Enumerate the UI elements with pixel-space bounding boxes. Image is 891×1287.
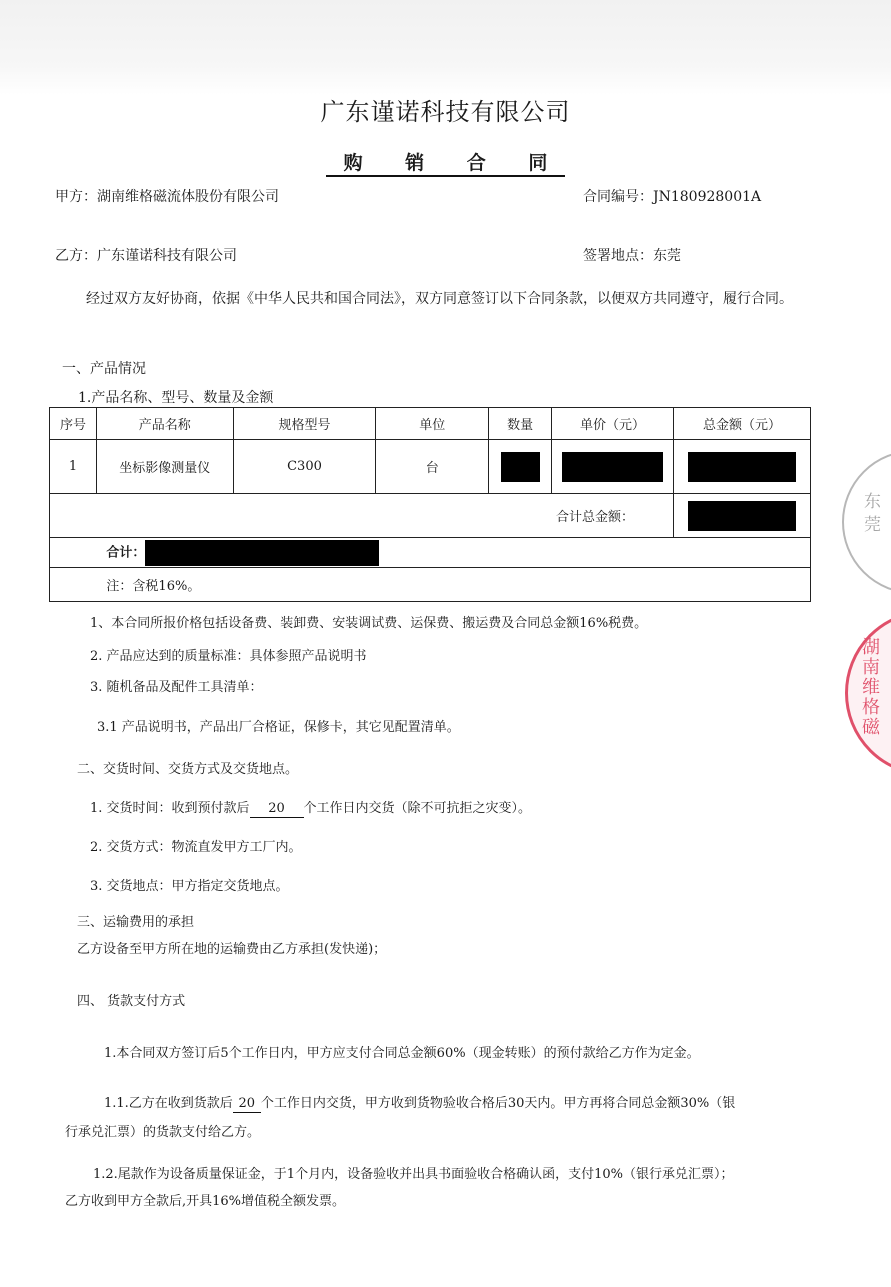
table-header-row <box>50 408 811 440</box>
red-company-seal <box>845 610 891 776</box>
item-2: 2. 产品应达到的质量标准：具体参照产品说明书 <box>90 649 367 664</box>
party-b: 乙方：广东谨诺科技有限公司 <box>55 248 237 264</box>
product-name: 坐标影像测量仪 <box>96 440 233 494</box>
redaction-box <box>688 501 796 531</box>
delivery-days: 20 <box>250 801 304 818</box>
delivery-place: 3. 交货地点：甲方指定交货地点。 <box>90 879 289 894</box>
header-cell: 数量 <box>489 408 552 440</box>
payment-clause-1: 1.本合同双方签订后5个工作日内，甲方应支付合同总金额60%（现金转账）的预付款给乙方作为定金。 <box>104 1046 700 1061</box>
item-3-1: 3.1 产品说明书，产品出厂合格证，保修卡，其它见配置清单。 <box>97 720 460 735</box>
redaction-box <box>688 452 796 482</box>
row-number: 1 <box>50 440 97 494</box>
red-seal-text: 湖南维格磁 <box>859 637 880 737</box>
party-a: 甲方：湖南维格磁流体股份有限公司 <box>55 189 279 205</box>
document-title-text: 购 销 合 同 <box>326 152 566 177</box>
company-title: 广东谨诺科技有限公司 <box>320 98 571 126</box>
sum-cell <box>96 538 810 568</box>
document-title <box>0 148 891 175</box>
total-row <box>50 494 811 538</box>
section-1-heading: 一、产品情况 <box>62 361 146 377</box>
payment-clause-1-1-line2: 行承兑汇票）的货款支付给乙方。 <box>65 1125 261 1140</box>
section-3-text: 乙方设备至甲方所在地的运输费由乙方承担(发快递)； <box>77 942 387 957</box>
redaction-box <box>501 452 540 482</box>
total-label: 合计总金额： <box>50 494 674 538</box>
product-unit: 台 <box>376 440 489 494</box>
redaction-box <box>145 540 379 566</box>
payment-clause-1-1-text: 个工作日内交货，甲方收到货物验收合格后30天内。甲方再将合同总金额30%（银 <box>260 1096 736 1111</box>
product-model: C300 <box>233 440 376 494</box>
payment-clause-1-1-label: 1.1.乙方在收到货款后 <box>104 1096 233 1111</box>
section-4-heading: 四、 货款支付方式 <box>77 994 186 1009</box>
sum-row <box>50 538 811 568</box>
intro-paragraph: 经过双方友好协商，依据《中华人民共和国合同法》，双方同意签订以下合同条款，以便双方共同遵守，履行合同。 <box>86 291 793 307</box>
note-row <box>50 568 811 602</box>
header-cell: 单价（元） <box>552 408 674 440</box>
item-3: 3. 随机备品及配件工具清单： <box>90 680 263 695</box>
total-amount-cell <box>674 494 811 538</box>
scan-shadow <box>0 0 891 95</box>
header-cell: 规格型号 <box>233 408 376 440</box>
header-cell: 单位 <box>376 408 489 440</box>
grey-seal-stamp <box>842 450 891 594</box>
header-cell: 序号 <box>50 408 97 440</box>
sum-label: 合计： <box>106 545 146 560</box>
payment-days: 20 <box>233 1096 261 1113</box>
contract-number: 合同编号：JN180928001A <box>583 189 762 205</box>
payment-clause-1-2: 1.2.尾款作为设备质量保证金，于1个月内，设备验收并出具书面验收合格确认函，支付10%（银行承兑汇票）； <box>93 1167 734 1182</box>
amount-cell <box>674 440 811 494</box>
delivery-time-label: 1. 交货时间：收到预付款后 <box>90 801 250 816</box>
tax-note: 注：含税16%。 <box>96 568 810 602</box>
payment-clause-1-1 <box>104 1092 735 1113</box>
product-table <box>49 407 811 602</box>
header-cell: 产品名称 <box>96 408 233 440</box>
redaction-box <box>562 452 663 482</box>
quantity-cell <box>489 440 552 494</box>
section-3-heading: 三、运输费用的承担 <box>77 915 195 930</box>
section-1-subheading: 1.产品名称、型号、数量及金额 <box>78 390 274 406</box>
delivery-method: 2. 交货方式：物流直发甲方工厂内。 <box>90 840 302 855</box>
table-row <box>50 440 811 494</box>
header-cell: 总金额（元） <box>674 408 811 440</box>
delivery-time <box>90 797 531 818</box>
payment-clause-1-2-line2: 乙方收到甲方全款后,开具16%增值税全额发票。 <box>65 1194 346 1209</box>
delivery-time-suffix: 个工作日内交货（除不可抗拒之灾变）。 <box>303 801 532 816</box>
item-1: 1、本合同所报价格包括设备费、装卸费、安装调试费、运保费、搬运费及合同总金额16%税费。 <box>90 616 648 631</box>
unit-price-cell <box>552 440 674 494</box>
section-2-heading: 二、交货时间、交货方式及交货地点。 <box>77 762 299 777</box>
sign-place: 签署地点：东莞 <box>583 248 681 264</box>
grey-seal-text: 东莞 <box>860 492 880 538</box>
